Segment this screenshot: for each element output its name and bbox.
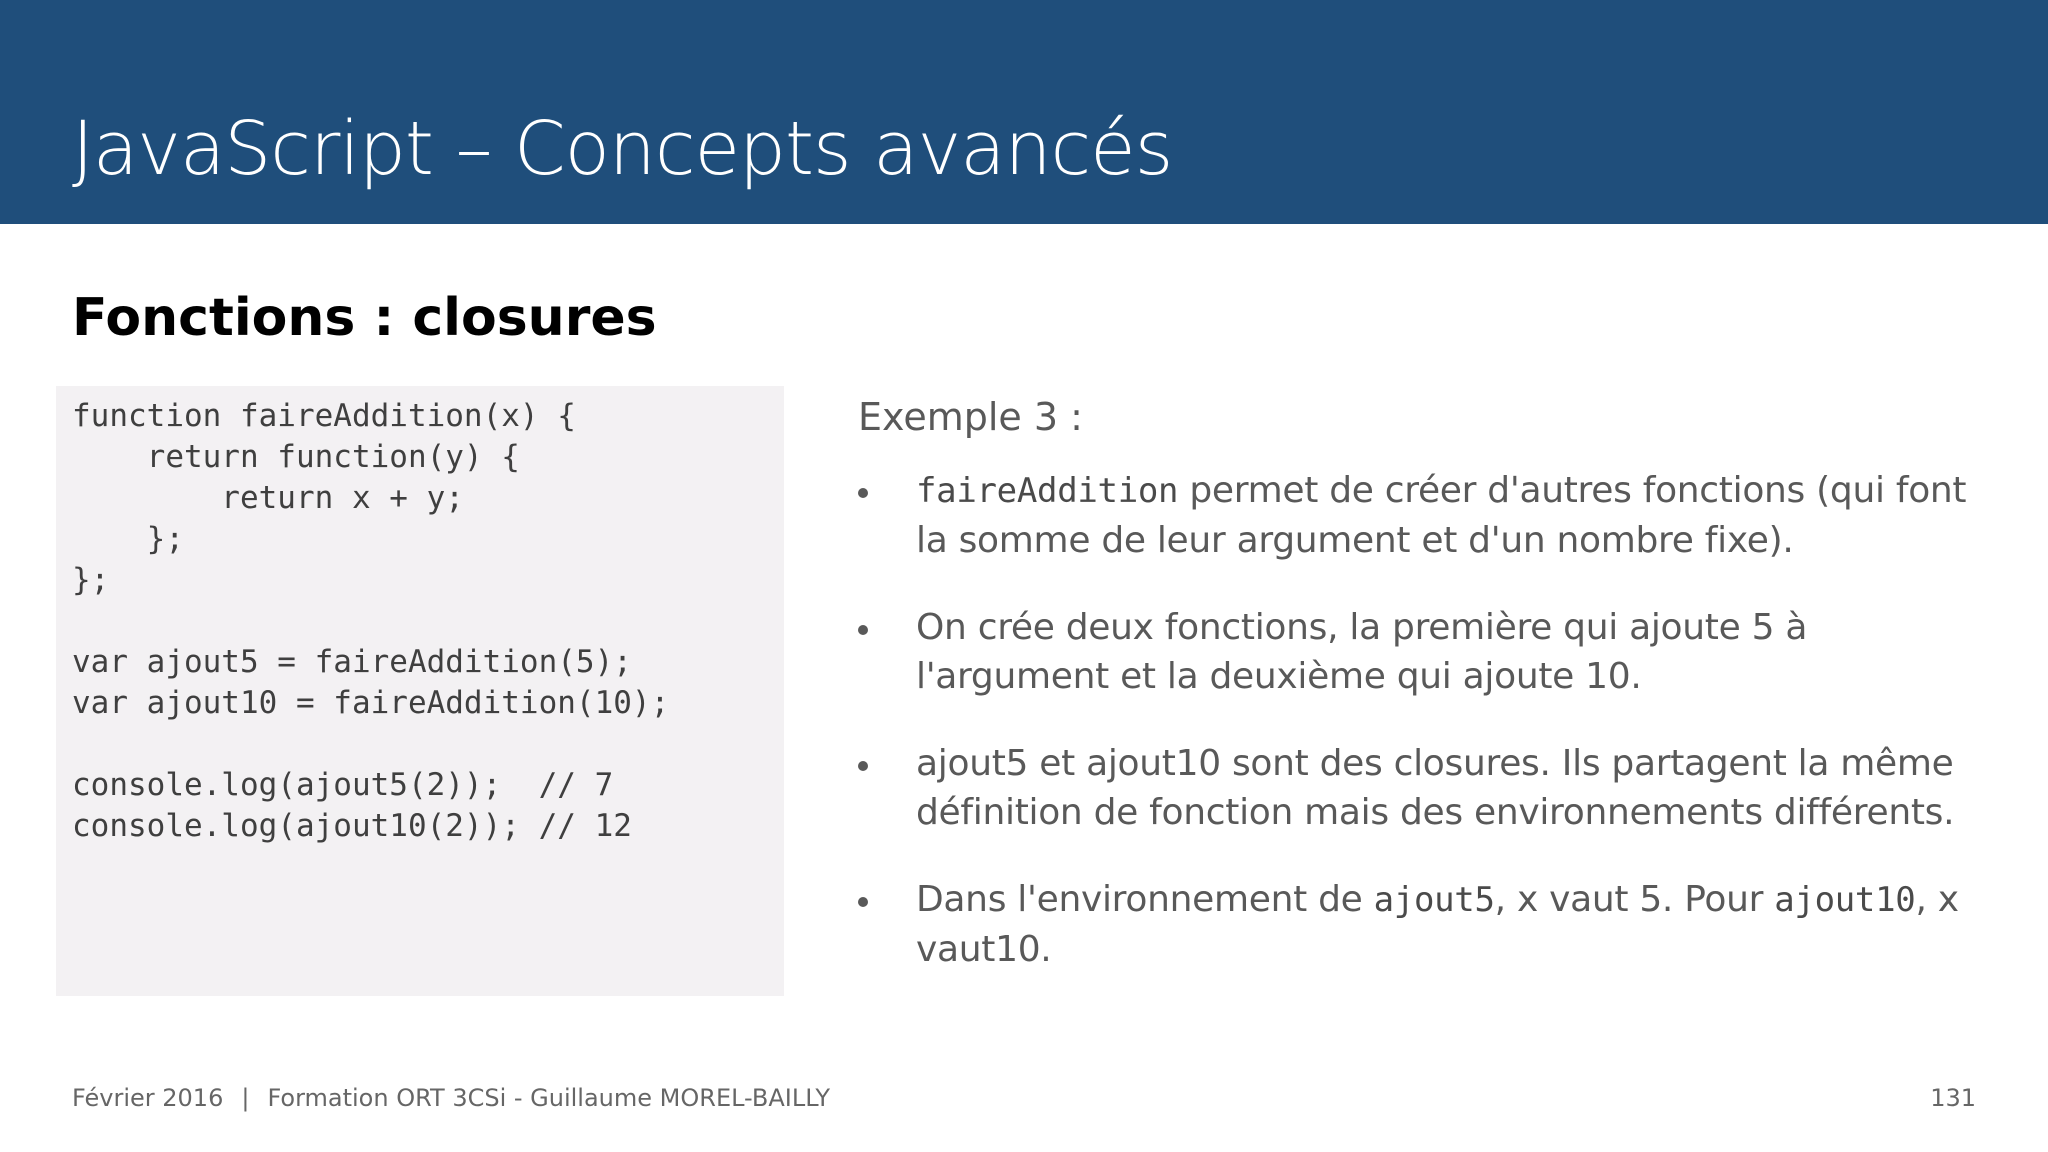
bullet-item (858, 466, 1990, 565)
page-number: 131 (1930, 1084, 1976, 1112)
explanation-panel (858, 390, 1990, 1012)
code-line: var ajout10 = faireAddition(10); (72, 685, 670, 721)
inline-code: faireAddition (916, 471, 1179, 511)
code-line (72, 601, 784, 642)
bullet-text: Dans l'environnement de (916, 879, 1374, 920)
section-heading: Fonctions : closures (72, 288, 657, 348)
footer-date: Février 2016 (72, 1084, 224, 1112)
code-block (56, 386, 784, 996)
bullet-dot-icon (858, 488, 868, 498)
code-line: }; (72, 562, 110, 598)
code-line: return function(y) { (72, 439, 520, 475)
code-line: return x + y; (72, 480, 464, 516)
footer-separator: | (241, 1084, 250, 1112)
bullet-text: , x vaut 5. Pour (1494, 879, 1775, 920)
bullet-item (858, 603, 1990, 701)
code-line: var ajout5 = faireAddition(5); (72, 644, 632, 680)
bullet-text: , x vaut10. (916, 879, 1959, 970)
bullet-dot-icon (858, 897, 868, 907)
code-line: }; (72, 521, 184, 557)
bullet-item (858, 739, 1990, 837)
bullet-list (858, 466, 1990, 974)
bullet-text: On crée deux fonctions, la première qui ajoute 5 à l'argument et la deuxième qui ajoute 10. (916, 607, 1808, 697)
footer-info (72, 1082, 830, 1114)
code-line: function faireAddition(x) { (72, 398, 576, 434)
header-bar (0, 0, 2048, 224)
code-line: console.log(ajout5(2)); // 7 (72, 767, 614, 803)
footer-course: Formation ORT 3CSi - Guillaume MOREL-BAILLY (267, 1084, 831, 1112)
slide-title: JavaScript – Concepts avancés (72, 106, 1173, 192)
bullet-item (858, 875, 1990, 974)
bullet-dot-icon (858, 625, 868, 635)
inline-code: ajout10 (1774, 880, 1916, 920)
code-line: console.log(ajout10(2)); // 12 (72, 808, 632, 844)
bullet-dot-icon (858, 761, 868, 771)
bullet-text: permet de créer d'autres fonctions (qui font la somme de leur argument et d'un nombre fixe). (916, 470, 1967, 561)
inline-code: ajout5 (1373, 880, 1495, 920)
example-title: Exemple 3 : (858, 395, 1083, 439)
bullet-text: ajout5 et ajout10 sont des closures. Ils partagent la même définition de fonction mais des environnements différents. (916, 743, 1955, 833)
code-line (72, 724, 784, 765)
